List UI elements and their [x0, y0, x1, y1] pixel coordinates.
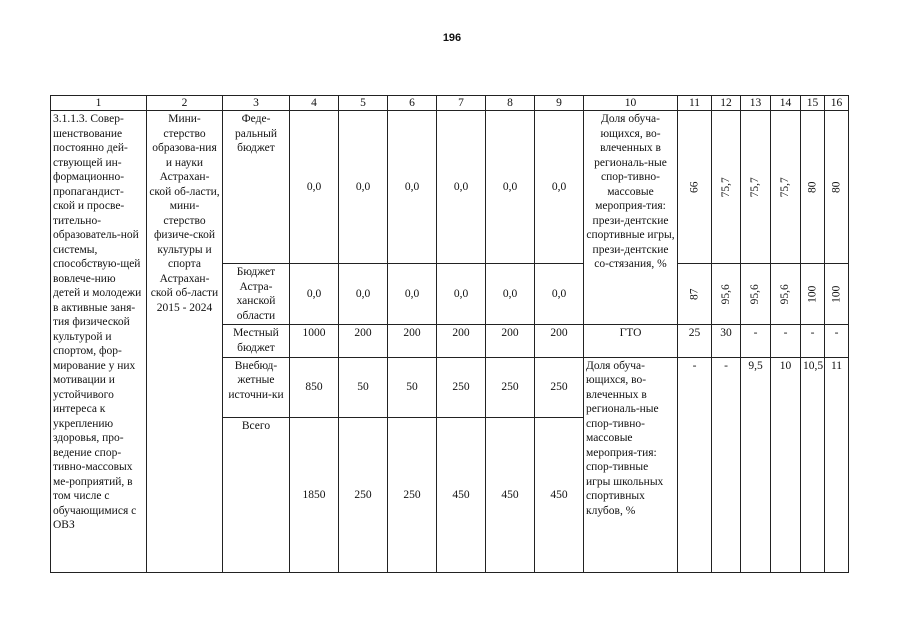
funding-value: 200: [535, 325, 584, 357]
indicator-text: ГТО: [584, 325, 678, 357]
funding-value: 0,0: [437, 264, 486, 325]
program-table: [50, 95, 849, 573]
funding-source: Бюджет Астра-ханской области: [223, 264, 290, 325]
header-row: [51, 96, 849, 111]
header-cell: 8: [486, 96, 535, 111]
header-cell: 5: [339, 96, 388, 111]
indicator-value: -: [678, 357, 712, 572]
funding-value: 50: [388, 357, 437, 417]
funding-value: 0,0: [486, 264, 535, 325]
indicator-value: [678, 111, 712, 264]
indicator-value-text: 95,6: [749, 284, 762, 305]
header-cell: 13: [741, 96, 771, 111]
header-cell: 7: [437, 96, 486, 111]
header-cell: 9: [535, 96, 584, 111]
indicator-value-text: 80: [806, 181, 819, 193]
indicator-value-text: 100: [830, 285, 843, 304]
indicator-value: [741, 111, 771, 264]
funding-value: 0,0: [290, 264, 339, 325]
indicator-value: -: [771, 325, 801, 357]
indicator-value-text: 95,6: [719, 284, 732, 305]
indicator-text: Доля обуча-ющихся, во-влеченных в региональ-ные спор-тивно-массовые мероприя-тия: спор-тивные игры школьных спортивных клубов, %: [584, 357, 678, 572]
funding-value: 0,0: [535, 264, 584, 325]
header-cell: 3: [223, 96, 290, 111]
page-number: 196: [442, 32, 462, 44]
indicator-value: 10,5: [801, 357, 825, 572]
funding-value: 1000: [290, 325, 339, 357]
indicator-value-text: 80: [830, 181, 843, 193]
indicator-value-text: 75,7: [779, 177, 792, 198]
funding-value: 250: [486, 357, 535, 417]
indicator-value: -: [801, 325, 825, 357]
header-cell: 16: [825, 96, 849, 111]
indicator-value: [712, 264, 741, 325]
funding-value: 0,0: [486, 111, 535, 264]
header-cell: 2: [147, 96, 223, 111]
header-cell: 4: [290, 96, 339, 111]
indicator-value: [771, 111, 801, 264]
indicator-value: 11: [825, 357, 849, 572]
indicator-value-text: 66: [688, 181, 701, 193]
funding-value: 850: [290, 357, 339, 417]
indicator-value: -: [741, 325, 771, 357]
funding-value: 0,0: [290, 111, 339, 264]
header-cell: 15: [801, 96, 825, 111]
header-cell: 12: [712, 96, 741, 111]
funding-source: Внебюд-жетные источни-ки: [223, 357, 290, 417]
indicator-value: 10: [771, 357, 801, 572]
funding-value: 450: [486, 417, 535, 572]
funding-source: Местный бюджет: [223, 325, 290, 357]
funding-value: 250: [535, 357, 584, 417]
funding-value: 200: [339, 325, 388, 357]
indicator-value: -: [825, 325, 849, 357]
funding-value: 1850: [290, 417, 339, 572]
indicator-value: -: [712, 357, 741, 572]
funding-value: 200: [388, 325, 437, 357]
funding-value: 50: [339, 357, 388, 417]
executor: Мини-стерство образова-ния и науки Астрахан-ской об-ласти, мини-стерство физиче-ской культуры и спорта Астрахан-ской об-ласти 2015 - 2024: [147, 111, 223, 573]
indicator-value: [825, 264, 849, 325]
funding-source: Всего: [223, 417, 290, 572]
header-cell: 10: [584, 96, 678, 111]
funding-value: 0,0: [339, 111, 388, 264]
indicator-text: Доля обуча-ющихся, во-влеченных в региональ-ные спор-тивно-массовые мероприя-тия: прези-дентские спортивные игры, прези-дентские со-стязания, %: [584, 111, 678, 325]
indicator-value: [712, 111, 741, 264]
funding-value: 0,0: [388, 111, 437, 264]
indicator-value: [801, 111, 825, 264]
indicator-value-text: 75,7: [719, 177, 732, 198]
indicator-value: 25: [678, 325, 712, 357]
funding-value: 250: [339, 417, 388, 572]
indicator-value: [741, 264, 771, 325]
funding-value: 0,0: [388, 264, 437, 325]
header-cell: 6: [388, 96, 437, 111]
funding-value: 250: [388, 417, 437, 572]
funding-value: 0,0: [339, 264, 388, 325]
funding-value: 200: [486, 325, 535, 357]
indicator-value-text: 75,7: [749, 177, 762, 198]
indicator-value-text: 100: [806, 285, 819, 304]
indicator-value: [801, 264, 825, 325]
funding-value: 0,0: [437, 111, 486, 264]
indicator-value: 30: [712, 325, 741, 357]
header-cell: 11: [678, 96, 712, 111]
funding-value: 450: [437, 417, 486, 572]
funding-value: 0,0: [535, 111, 584, 264]
indicator-value: 9,5: [741, 357, 771, 572]
indicator-value: [678, 264, 712, 325]
header-cell: 1: [51, 96, 147, 111]
indicator-value: [825, 111, 849, 264]
indicator-value-text: 87: [688, 288, 701, 301]
header-cell: 14: [771, 96, 801, 111]
indicator-value-text: 95,6: [779, 284, 792, 305]
event-name: 3.1.1.3. Совер-шенствование постоянно дей-ствующей ин-формационно-пропагандист-ской и просве-тительно-образователь-ной системы, способствую-щей вовлече-нию детей и молодежи в активные заня-тия физической культурой и спортом, фор-мирование у них мотивации и устойчивого интереса к укреплению здоровья, про-ведение спор-тивно-массовых ме-роприятий, в том числе с обучающимися с ОВЗ: [51, 111, 147, 573]
funding-source: Феде-ральный бюджет: [223, 111, 290, 264]
indicator-value: [771, 264, 801, 325]
table-row: [51, 111, 849, 264]
funding-value: 200: [437, 325, 486, 357]
funding-value: 450: [535, 417, 584, 572]
funding-value: 250: [437, 357, 486, 417]
